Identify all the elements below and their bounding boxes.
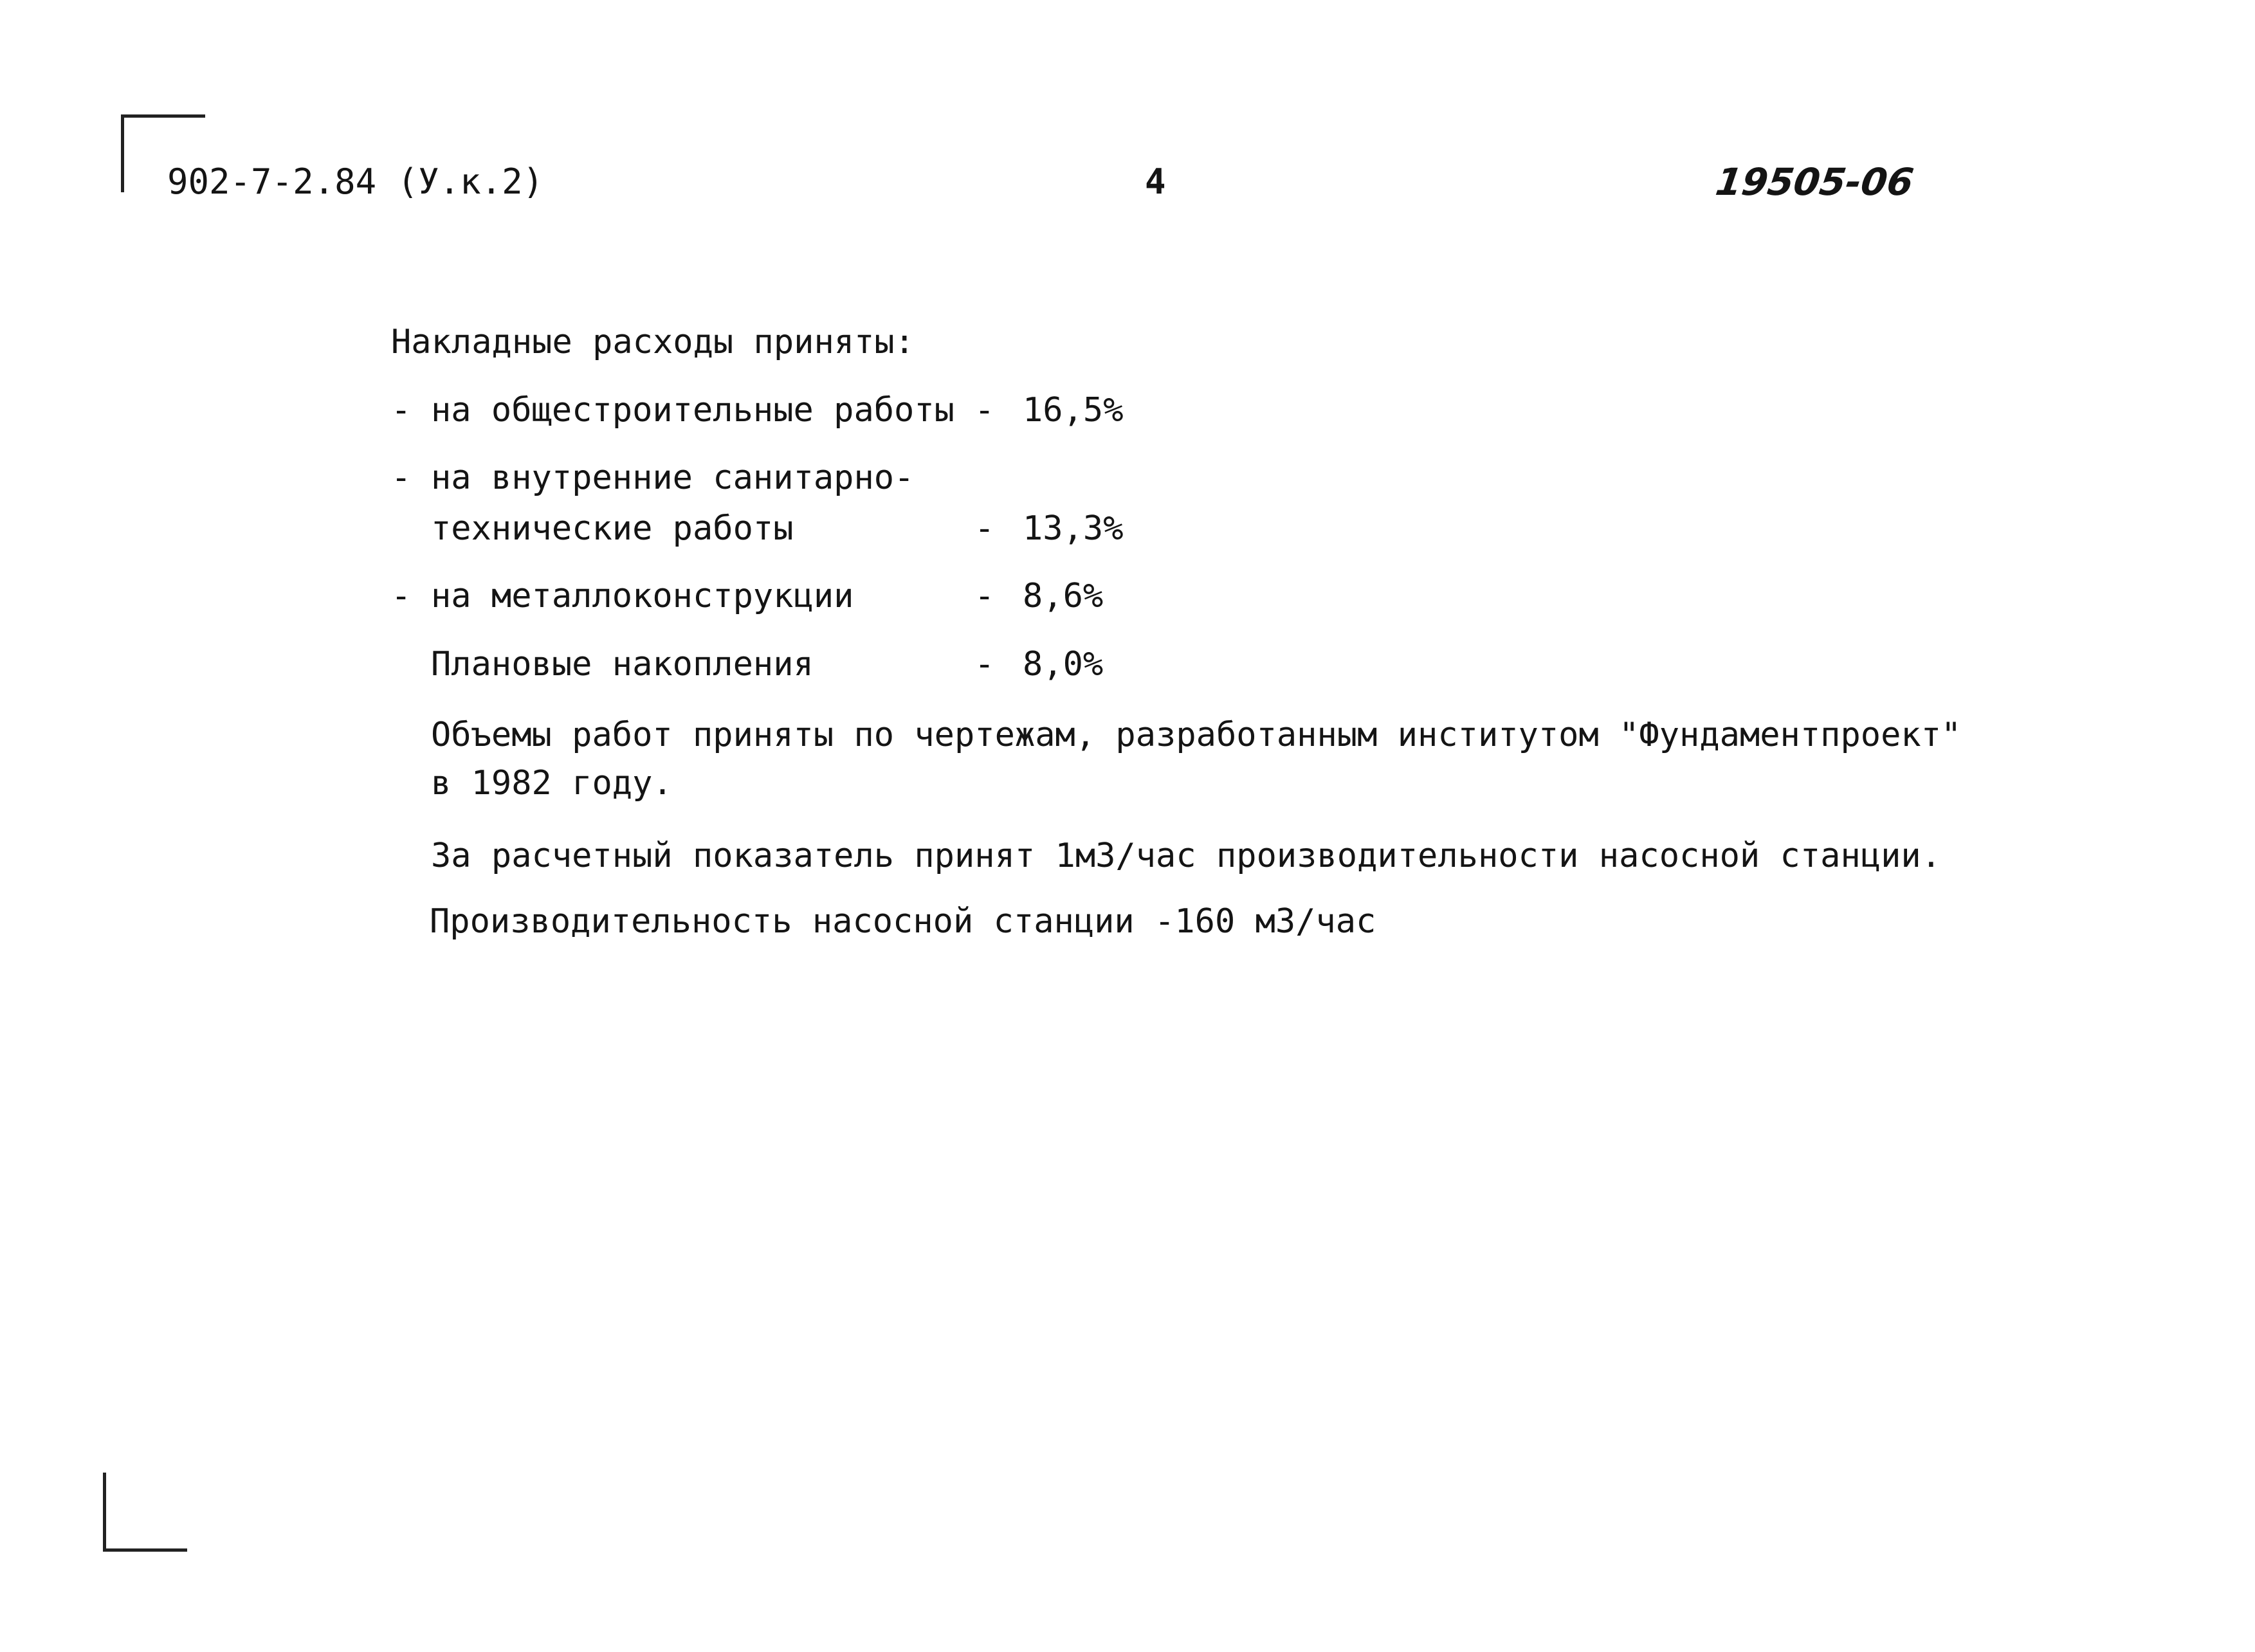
item-separator: - bbox=[974, 509, 995, 548]
overhead-title: Накладные расходы приняты: bbox=[391, 323, 915, 361]
indicator-paragraph: За расчетный показатель принят 1м3/час производительности насосной станции. bbox=[431, 837, 1941, 875]
item-label: на внутренние санитарно- bbox=[431, 458, 915, 497]
item-separator: - bbox=[974, 645, 995, 684]
item-label-continued: технические работы bbox=[431, 509, 794, 548]
capacity-paragraph: Производительность насосной станции -160 м3/час bbox=[430, 902, 1376, 941]
item-dash: - bbox=[391, 391, 412, 430]
item-dash: - bbox=[391, 577, 412, 615]
frame-corner-bottom-left bbox=[103, 1473, 187, 1552]
item-label: Плановые накопления bbox=[431, 645, 814, 684]
item-separator: - bbox=[974, 577, 995, 615]
item-value: 16,5% bbox=[1023, 391, 1124, 430]
item-label: на металлоконструкции bbox=[431, 577, 854, 615]
item-value: 8,6% bbox=[1023, 577, 1104, 615]
page-number: 4 bbox=[1145, 161, 1166, 202]
volumes-paragraph-line2: в 1982 году. bbox=[431, 764, 673, 803]
volumes-paragraph-line1: Объемы работ приняты по чертежам, разработанным институтом "Фундаментпроект" bbox=[431, 716, 1962, 754]
item-separator: - bbox=[974, 391, 995, 430]
item-value: 8,0% bbox=[1023, 645, 1104, 684]
document-code: 902-7-2.84 (У.к.2) bbox=[167, 161, 544, 202]
item-value: 13,3% bbox=[1023, 509, 1124, 548]
item-dash: - bbox=[391, 458, 412, 497]
item-label: на общестроительные работы bbox=[431, 391, 954, 430]
handwritten-stamp-number: 19505-06 bbox=[1713, 160, 1917, 204]
